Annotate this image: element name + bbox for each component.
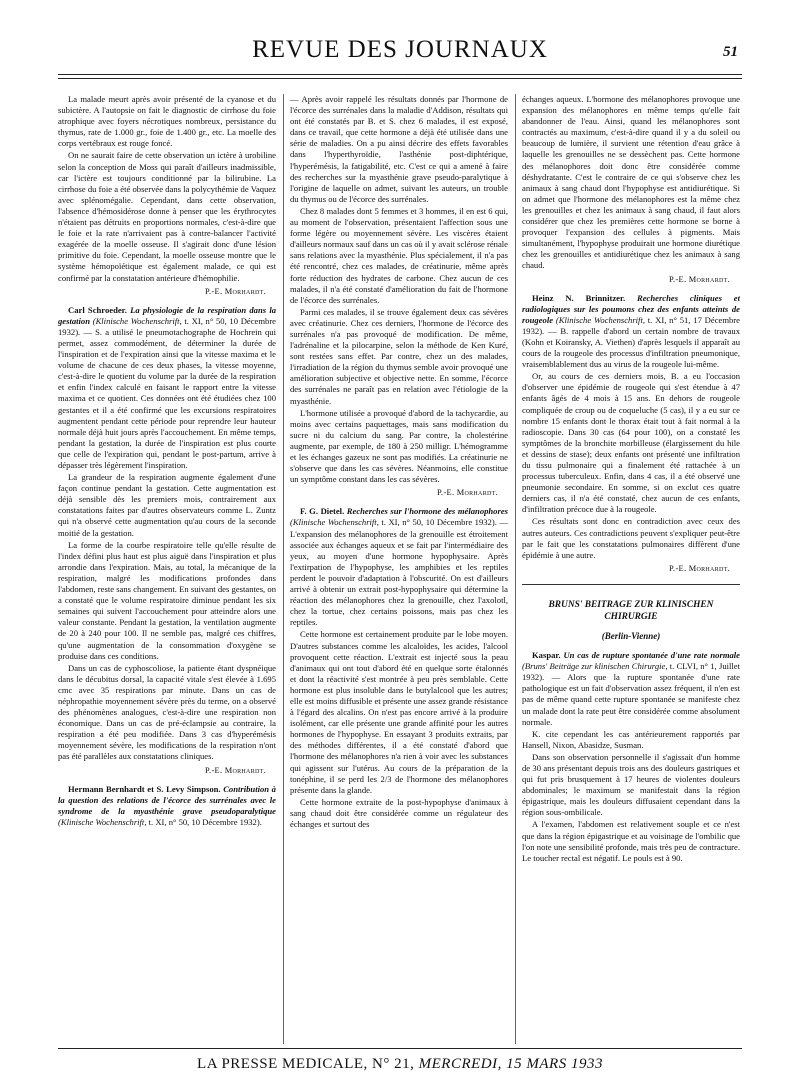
- article-title: Contribution à la question des relations de l'écorce des surrénales avec le syndrome de la myasthénie grave pseudoparalytique: [58, 783, 276, 816]
- column-divider: [515, 94, 516, 1044]
- signature: P.-E. Morhardt.: [437, 488, 498, 498]
- paragraph: Chez 8 malades dont 5 femmes et 3 hommes, il en est 6 qui, au moment de l'observation, présentaient l'affection sous une forme légère ou moyennement sévère. Les viscères étaient d'ailleurs normaux sauf dans un cas où il y avait sclérose rénale sans relations avec la myasthénie. Plus spécialement, il n'a pas été rencontré, chez ces malades, de créatinurie, même après forte réduction des hydrates de carbone. Chez aucun de ces malades, il n'a été constaté d'amélioration du fait de l'hormone de l'écorce des surrénales.: [290, 205, 508, 305]
- header-rule: [58, 74, 742, 75]
- paragraph: échanges aqueux. L'hormone des mélanophores provoque une expansion des mélanophores en même temps qu'elle fait abandonner de l'eau. Ainsi, quand les mélanophores sont contractés au maximum, c'est-à-dire quand il y a du soleil ou beaucoup de lumière, il survient une rétention d'eau grâce à laquelle les grenouilles ne se dessèchent pas. Cette hormone des mélanophores doit donc être considérée comme déshydratante. C'est le contraire de ce qui s'observe chez les animaux à sang chaud dont l'hypophyse est antidiurétique. Si on admet que l'hormone des mélanophores est la même chez les grenouilles et chez les animaux à sang chaud, il faut alors considérer que chez les premières cette hormone se borne à provoquer l'expansion des cellules à pigments. Mais simultanément, l'hypophyse produirait une hormone diurétique chez les grenouilles et antidiurétique chez les animaux à sang chaud.: [522, 94, 740, 271]
- article-source: (Klinische Wochenschrift,: [58, 816, 147, 827]
- column-middle: [290, 94, 508, 831]
- signature: P.-E. Morhardt.: [205, 765, 266, 775]
- article-header: [58, 784, 276, 828]
- page-number: 51: [723, 44, 738, 60]
- article-header: [290, 506, 508, 628]
- section-city: (Berlin-Vienne): [601, 630, 661, 641]
- article-source: (Klinische Wochenschrift,: [290, 517, 379, 528]
- column-divider: [283, 94, 284, 1044]
- article-header: [522, 650, 740, 728]
- paragraph: Cette hormone est certainement produite par le lobe moyen. D'autres substances comme les alcaloïdes, les acides, l'alcool provoquent cette réaction. L'extrait est injecté sous la peau d'animaux qui ont tout d'abord été en quelque sorte étalonnés et dont la réactivité s'est montrée à peu près semblable. Cette hormone est plus insoluble dans le butylalcool que les autres; elle est moins diffusible et présente une assez grande résistance à l'égard des alcalins. On n'est pas encore arrivé à la produire isolément, car elle présente une grande affinité pour les autres hormones de l'hypophyse. En essayant 3 produits extraits, par des méthodes différentes, il a été constaté d'abord que l'hormone des mélanophores n'a rien à voir avec les substances qui agissent sur l'utérus. Au cours de la préparation de la tonéphine, il se perd les 2/3 de l'hormone des mélanophores présente dans la glande.: [290, 629, 508, 795]
- article-author: Heinz N. Brinnitzer.: [532, 292, 626, 303]
- article-body: t. CLVI, n° 1, Juillet 1932). — Alors que la rupture spontanée d'une rate pathologique est un fait d'observation assez fréquent, il n'en est pas de même quand cette rupture spontanée se manifeste chez un malade dont la rate peut être considérée comme absolument normale.: [522, 661, 740, 727]
- section-rule: [522, 584, 740, 585]
- paragraph: Ces résultats sont donc en contradiction avec ceux des autres auteurs. Ces contradictions peuvent s'expliquer peut-être par le fait que les constatations pulmonaires diffèrent d'une épidémie à une autre.: [522, 516, 740, 560]
- article-header: [58, 305, 276, 471]
- article-title: Un cas de rupture spontanée d'une rate normale: [563, 650, 740, 661]
- paragraph: Parmi ces malades, il se trouve également deux cas sévères avec créatinurie. Chez ces derniers, l'hormone de l'écorce des surrénales n'a pas provoqué de modification. De même, l'adrénaline et la pilocarpine, selon la méthode de Ken Kuré, sont restées sans effet. Par contre, chez un des malades, l'irradiation de la région du thymus semble avoir provoqué une amélioration subjective et objective nette. En somme, l'écorce des surrénales ne paraît pas en relation avec l'étiologie de la myasthénie.: [290, 306, 508, 406]
- article-body: t. XI, n° 50, 10 Décembre 1932). — S. a utilisé le pneumotachographe de Hochrein qui permet, assez commodément, de déterminer la durée de l'inspiration et de l'expiration ainsi que la vitesse maxima et le volume de chacune de ces deux phases, la vitesse moyenne, c'est-à-dire le quotient du volume par la durée de la respiration et enfin l'index calculé en faisant le rapport entre la vitesse maxima et ce quotient. Ces données ont été étudiées chez 100 gestantes et il a été confirmé que les excursions respiratoires augmentent pendant cette période pour reprendre leur hauteur normale déjà huit jours après l'accouchement. En même temps, pendant la gestation, la durée de l'inspiration est plus courte que celle de l'expiration qui, pendant le post-partum, arrive à dépasser très légèrement l'inspiration.: [58, 315, 276, 470]
- running-title: REVUE DES JOURNAUX: [252, 36, 548, 63]
- article-author: Kaspar.: [532, 650, 561, 661]
- article-title: Recherches cliniques et radiologiques sur les poumons chez des enfants atteints de rougeole: [522, 292, 740, 325]
- paragraph: Or, au cours de ces derniers mois, B. a eu l'occasion d'observer une épidémie de rougeole qui s'est étendue à 47 enfants âgés de 4 mois à 15 ans. En dehors de rougeole compliquée de croup ou de coqueluche (5 cas), il y a eu sur ce nombre 15 enfants dont le thorax était tout à fait normal à la radioscopie. Dans 30 cas (64 pour 100), on a constaté les symptômes de la bronchite morbilleuse (élargissement du hile et dessins de stase); deux enfants ont présenté une infiltration du tissu pulmonaire qui a finalement été rattachée à un processus tuberculeux. Enfin, dans 4 cas, il a été observé une pneumonie secondaire. En somme, si on exclut ces quatre derniers cas, il n'a été constaté, chez aucun de ces enfants, d'infiltration précoce due à la rougeole.: [522, 371, 740, 515]
- paragraph: La grandeur de la respiration augmente également d'une façon continue pendant la gestation. Cette augmentation est déjà sensible dès les premiers mois, contrairement aux constatations faites par d'autres observateurs comme L. Zuntz qui n'a observé cette augmentation qu'au cours de la seconde moitié de la gestation.: [58, 472, 276, 538]
- article-source: (Bruns' Beiträge zur klinischen Chirurgie,: [522, 661, 668, 672]
- article-source: (Klinische Wochenschrift,: [92, 315, 182, 326]
- paragraph: K. cite cependant les cas antérieurement rapportés par Hansell, Nixon, Abasidze, Susman.: [522, 728, 740, 750]
- footer-date: MERCREDI, 15 MARS 1933: [418, 1056, 603, 1072]
- article-header: [522, 293, 740, 371]
- paragraph: La malade meurt après avoir présenté de la cyanose et du subictère. A l'autopsie on fait le diagnostic de cirrhose du foie atrophique avec foyers nécrotiques nombreux, persistance du thymus, rate de 1.000 gr., foie de 1.400 gr., etc. La moelle des corps vertébraux est rouge foncé.: [58, 94, 276, 149]
- signature: P.-E. Morhardt.: [669, 274, 730, 284]
- article-author: Hermann Bernhardt et S. Levy Simpson.: [68, 783, 221, 794]
- article-body: t. XI, n° 50, 10 Décembre 1932). — L'expansion des mélanophores de la grenouille est étroitement associée aux échanges aqueux et se fait par l'intermédiaire des yeux, au moyen d'une hormone hypophysaire. Après l'extirpation de l'hypophyse, les amphibies et les reptiles perdent le pouvoir d'adaptation à l'obscurité. On est d'ailleurs arrivé à obtenir un extrait post-hypophysaire qui détermine la réaction des mélanophores chez la grenouille, chez l'axolotl, chez la tortue, chez certains poissons, mais pas chez les reptiles.: [290, 517, 508, 628]
- paragraph: La forme de la courbe respiratoire telle qu'elle résulte de l'index défini plus haut est plus aiguë dans l'inspiration et plus arrondie dans l'expiration. Mais, au total, la mécanique de la respiration, malgré les modifications profondes dans l'abdomen, reste sans changement. En suivant des gestantes, on a constaté que le volume respiratoire diminue pendant les six semaines qui suivent l'accouchement pour atteindre alors une valeur constante. Pendant la gestation, la ventilation augmente de 20 à 240 pour 100. Il ne semble pas, malgré ces chiffres, qu'une augmentation de la consommation d'oxygène se produise dans ces conditions.: [58, 539, 276, 661]
- article-source: (Klinische Wochenschrift,: [555, 314, 645, 325]
- article-body: t. XI, n° 51, 17 Décembre 1932). — B. rappelle d'abord un certain nombre de travaux (Kohn et Koiransky, A. Viethen) d'après lesquels il apparaît au cours de la rougeole des processus d'infiltration pneumonique, vraisemblablement dus au virus de la rougeole lui-même.: [522, 314, 740, 370]
- paragraph: L'hormone utilisée a provoqué d'abord de la tachycardie, au moins avec certains paquettages, mais sans modification du sucre ni du calcium du sang. Par contre, la cholestérine augmente, par exemple, de 180 à 250 milligr. L'hémogramme et les échanges gazeux ne sont pas modifiés. La créatinurie ne s'observe que dans les cas sévères. Néanmoins, elle constitue un symptôme constant dans les cas sévères.: [290, 407, 508, 485]
- signature: P.-E. Morhardt.: [205, 286, 266, 296]
- article-body: t. XI, n° 50, 10 Décembre 1932).: [148, 816, 262, 827]
- footer-journal: LA PRESSE MEDICALE, N° 21,: [197, 1056, 415, 1072]
- paragraph: — Après avoir rappelé les résultats donnés par l'hormone de l'écorce des surrénales dans la maladie d'Addison, résultats qui ont été constatés par B. et S. chez 6 malades, il est exposé, dans ce travail, que cette hormone a déjà été utilisée dans une série de maladies. On a pu ainsi décrire des effets favorables dans l'hyperthyroïdie, l'asthénie post-diphtérique, l'hyperémésis, la fatigabilité, etc. C'est ce qui a amené à faire des recherches sur la myasthénie grave pseudo-paralytique à l'origine de laquelle on admet, suivant les auteurs, un trouble du thymus ou de l'écorce des surrénales.: [290, 94, 508, 204]
- header-rule-thin: [58, 78, 742, 79]
- column-left: [58, 94, 276, 829]
- article-author: Carl Schroeder.: [68, 304, 127, 315]
- paragraph: Cette hormone extraite de la post-hypophyse d'animaux à sang chaud doit être considérée comme un régulateur des échanges et surtout des: [290, 796, 508, 829]
- paragraph: Dans son observation personnelle il s'agissait d'un homme de 30 ans présentant depuis trois ans des douleurs gastriques et qui fut pris brusquement à 17 heures de violentes douleurs abdominales; le maximum se manifestait dans la région épigastrique, mais les douleurs diffusaient cependant dans la région sous-ombilicale.: [522, 751, 740, 818]
- paragraph: A l'examen, l'abdomen est relativement souple et ce n'est que dans la région épigastrique et au voisinage de l'ombilic que l'on note une sensibilité profonde, mais très peu de contracture. Le toucher rectal est négatif. Le pouls est à 90.: [522, 819, 740, 863]
- paragraph: On ne saurait faire de cette observation un ictère à urobiline selon la conception de Moss qui paraît d'ailleurs inadmissible, car l'ictère est toujours conditionné par la bilirubine. La cirrhose du foie a été observée dans la polycythémie de Vaquez avec splénomégalie. Cependant, dans cette observation, l'absence d'hémosidérose donne à penser que les érythrocytes n'étaient pas détruits en proportions normales, c'est-à-dire que le foie et la rate n'arrivaient pas à contre-balancer l'activité exagérée de la moelle osseuse. Il s'agirait donc d'une lésion primitive du foie. Cependant, la moelle osseuse montre que le système hémopoïétique est également malade, ce qui est confirmé par la constatation antérieure d'hémophilie.: [58, 150, 276, 283]
- section-title: BRUNS' BEITRAGE ZUR KLINISCHEN CHIRURGIE: [548, 599, 714, 622]
- footer-rule: [58, 1048, 742, 1049]
- article-author: F. G. Dietel.: [300, 506, 345, 517]
- column-right: [522, 94, 740, 865]
- paragraph: Dans un cas de cyphoscoliose, la patiente étant dyspnéique dans le décubitus dorsal, la capacité vitale s'est élevée à 1.695 cmc avec 35 respirations par minute. Dans un cas de néphropathie moyennement sévère près du terme, on a observé des phénomènes analogues, c'est-à-dire une respiration non économique. Dans un cas de pré-éclampsie au contraire, la respiration a été peu modifiée. Dans 3 cas d'hyperémésis moyennement sévère, les modifications de la respiration n'ont pas été parallèles aux constatations cliniques.: [58, 662, 276, 762]
- article-title: Recherches sur l'hormone des mélanophores: [346, 506, 508, 517]
- footer: [0, 1056, 800, 1073]
- article-title: La physiologie de la respiration dans la gestation: [58, 304, 277, 326]
- signature: P.-E. Morhardt.: [669, 563, 730, 573]
